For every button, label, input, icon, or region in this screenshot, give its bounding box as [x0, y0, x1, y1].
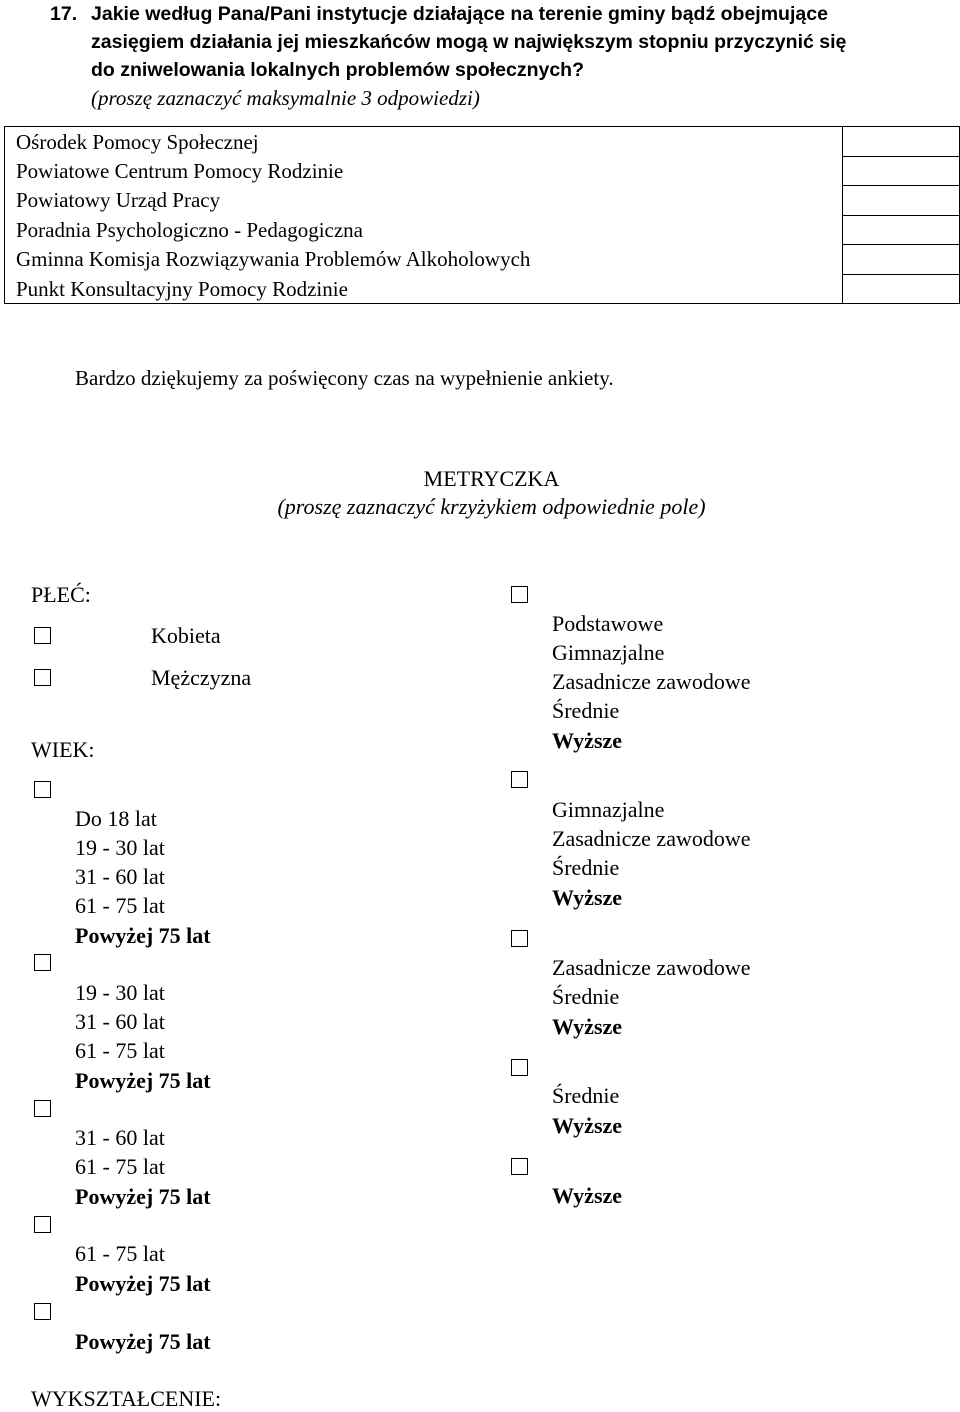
- sex-checkbox-male[interactable]: [34, 669, 51, 686]
- answer-label: Powiatowe Centrum Pomocy Rodzinie: [5, 156, 843, 186]
- age-checkbox[interactable]: [34, 1100, 51, 1117]
- age-option: Do 18 lat: [75, 806, 157, 831]
- age-option: Powyżej 75 lat: [75, 923, 211, 948]
- sex-option-male: Mężczyzna: [151, 665, 252, 690]
- age-option: Powyżej 75 lat: [75, 1068, 211, 1093]
- answer-checkbox[interactable]: [843, 156, 960, 186]
- age-option: Powyżej 75 lat: [75, 1271, 211, 1296]
- sex-option-female: Kobieta: [151, 623, 221, 648]
- answer-label: Ośrodek Pomocy Społecznej: [5, 127, 843, 157]
- education-checkbox[interactable]: [511, 1059, 528, 1076]
- education-label: WYKSZTAŁCENIE:: [31, 1386, 222, 1411]
- education-option: Podstawowe: [552, 611, 664, 636]
- education-option: Zasadnicze zawodowe: [552, 669, 751, 694]
- answer-row: [5, 215, 960, 245]
- answer-label: Punkt Konsultacyjny Pomocy Rodzinie: [5, 274, 843, 304]
- age-option: 31 - 60 lat: [75, 864, 165, 889]
- thanks-text: Bardzo dziękujemy za poświęcony czas na wypełnienie ankiety.: [75, 366, 614, 390]
- education-checkbox[interactable]: [511, 1158, 528, 1175]
- answers-table: [4, 126, 960, 304]
- answer-row: [5, 156, 960, 186]
- age-option: 61 - 75 lat: [75, 893, 165, 918]
- answer-checkbox[interactable]: [843, 274, 960, 304]
- answer-checkbox[interactable]: [843, 215, 960, 245]
- education-option: Gimnazjalne: [552, 640, 665, 665]
- question-title-line: zasięgiem działania jej mieszkańców mogą w największym stopniu przyczynić się: [91, 31, 847, 53]
- education-checkbox[interactable]: [511, 771, 528, 788]
- question-number: 17.: [50, 3, 78, 25]
- education-option: Wyższe: [552, 1113, 623, 1138]
- question-title-line: Jakie według Pana/Pani instytucje działające na terenie gminy bądź obejmujące: [91, 3, 828, 25]
- answer-row: [5, 245, 960, 275]
- age-option: 31 - 60 lat: [75, 1125, 165, 1150]
- education-option: Średnie: [552, 855, 620, 880]
- age-checkbox[interactable]: [34, 1303, 51, 1320]
- education-option: Wyższe: [552, 728, 623, 753]
- age-option: 61 - 75 lat: [75, 1241, 165, 1266]
- answer-row: [5, 186, 960, 216]
- education-option: Wyższe: [552, 1014, 623, 1039]
- education-checkbox[interactable]: [511, 930, 528, 947]
- age-checkbox[interactable]: [34, 781, 51, 798]
- age-option: 61 - 75 lat: [75, 1154, 165, 1179]
- answer-row: [5, 127, 960, 157]
- age-label: WIEK:: [31, 737, 95, 762]
- metryczka-title: METRYCZKA: [423, 466, 560, 491]
- answer-checkbox[interactable]: [843, 186, 960, 216]
- answer-row: [5, 274, 960, 304]
- answer-label: Gminna Komisja Rozwiązywania Problemów Alkoholowych: [5, 245, 843, 275]
- education-option: Zasadnicze zawodowe: [552, 826, 751, 851]
- education-option: Zasadnicze zawodowe: [552, 955, 751, 980]
- education-option: Gimnazjalne: [552, 797, 665, 822]
- metryczka-hint: (proszę zaznaczyć krzyżykiem odpowiednie pole): [277, 494, 706, 519]
- answer-checkbox[interactable]: [843, 245, 960, 275]
- question-title-line: do zniwelowania lokalnych problemów społecznych?: [91, 59, 585, 81]
- age-checkbox[interactable]: [34, 954, 51, 971]
- question-hint: (proszę zaznaczyć maksymalnie 3 odpowiedzi): [91, 86, 480, 110]
- education-option: Wyższe: [552, 1183, 623, 1208]
- education-option: Średnie: [552, 698, 620, 723]
- education-option: Średnie: [552, 984, 620, 1009]
- answer-checkbox[interactable]: [843, 127, 960, 157]
- education-option: Średnie: [552, 1083, 620, 1108]
- sex-label: PŁEĆ:: [31, 582, 91, 607]
- age-option: Powyżej 75 lat: [75, 1184, 211, 1209]
- answer-label: Poradnia Psychologiczno - Pedagogiczna: [5, 215, 843, 245]
- age-checkbox[interactable]: [34, 1216, 51, 1233]
- age-option: Powyżej 75 lat: [75, 1329, 211, 1354]
- education-checkbox[interactable]: [511, 586, 528, 603]
- education-option: Wyższe: [552, 885, 623, 910]
- age-option: 31 - 60 lat: [75, 1009, 165, 1034]
- age-option: 61 - 75 lat: [75, 1038, 165, 1063]
- sex-checkbox-female[interactable]: [34, 627, 51, 644]
- answer-label: Powiatowy Urząd Pracy: [5, 186, 843, 216]
- age-option: 19 - 30 lat: [75, 980, 165, 1005]
- age-option: 19 - 30 lat: [75, 835, 165, 860]
